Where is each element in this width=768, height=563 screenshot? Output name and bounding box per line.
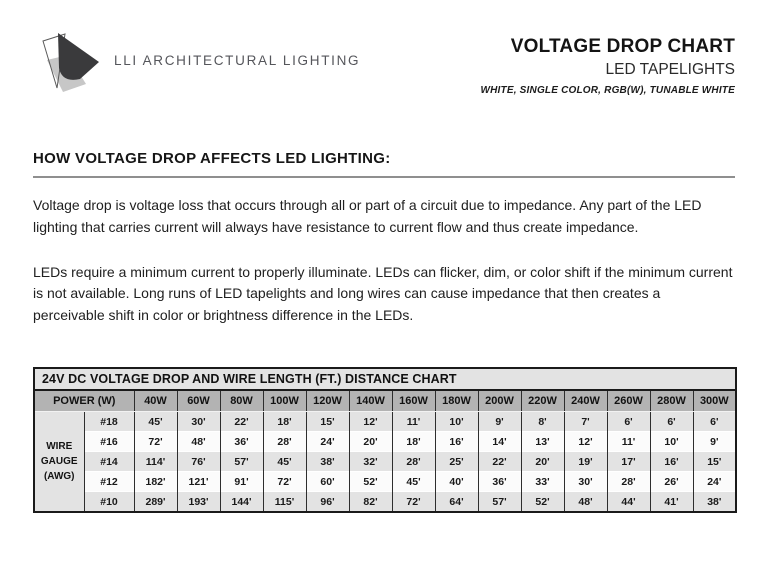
distance-cell: 72' — [392, 492, 435, 513]
distance-cell: 20' — [521, 452, 564, 472]
section-heading: HOW VOLTAGE DROP AFFECTS LED LIGHTING: — [33, 150, 735, 178]
table-row-gauge-18 — [34, 412, 736, 432]
distance-cell: 24' — [693, 472, 736, 492]
distance-cell: 16' — [650, 452, 693, 472]
distance-cell: 30' — [177, 412, 220, 432]
distance-cell: 36' — [220, 432, 263, 452]
distance-cell: 96' — [306, 492, 349, 513]
paragraph-impedance: Voltage drop is voltage loss that occurs through all or part of a circuit due to impedance. Any part of the LED lighting that carries current will always have resistance to current flow and thus create impedance. — [33, 197, 702, 235]
brand — [33, 30, 360, 96]
distance-cell: 6' — [650, 412, 693, 432]
distance-cell: 10' — [650, 432, 693, 452]
distance-cell: 52' — [349, 472, 392, 492]
distance-cell: 57' — [478, 492, 521, 513]
wire-gauge-cell: #10 — [84, 492, 134, 513]
column-header-220w: 220W — [521, 390, 564, 412]
distance-cell: 24' — [306, 432, 349, 452]
wire-gauge-cell: #16 — [84, 432, 134, 452]
distance-cell: 64' — [435, 492, 478, 513]
table-header-row — [34, 390, 736, 412]
table-row-gauge-16 — [34, 432, 736, 452]
distance-cell: 32' — [349, 452, 392, 472]
distance-cell: 82' — [349, 492, 392, 513]
wire-gauge-cell: #14 — [84, 452, 134, 472]
column-header-280w: 280W — [650, 390, 693, 412]
distance-cell: 16' — [435, 432, 478, 452]
distance-cell: 11' — [392, 412, 435, 432]
brand-name: LLI ARCHITECTURAL LIGHTING — [114, 52, 361, 68]
distance-cell: 44' — [607, 492, 650, 513]
distance-cell: 36' — [478, 472, 521, 492]
table-row-gauge-12 — [34, 472, 736, 492]
distance-cell: 182' — [134, 472, 177, 492]
table-row-gauge-10 — [34, 492, 736, 513]
distance-cell: 26' — [650, 472, 693, 492]
distance-cell: 45' — [263, 452, 306, 472]
distance-cell: 28' — [607, 472, 650, 492]
distance-cell: 193' — [177, 492, 220, 513]
distance-cell: 28' — [392, 452, 435, 472]
column-header-60w: 60W — [177, 390, 220, 412]
column-header-power: POWER (W) — [34, 390, 134, 412]
distance-cell: 30' — [564, 472, 607, 492]
column-header-240w: 240W — [564, 390, 607, 412]
distance-cell: 7' — [564, 412, 607, 432]
distance-cell: 41' — [650, 492, 693, 513]
distance-cell: 72' — [263, 472, 306, 492]
distance-cell: 52' — [521, 492, 564, 513]
column-header-140w: 140W — [349, 390, 392, 412]
wire-gauge-cell: #18 — [84, 412, 134, 432]
distance-cell: 11' — [607, 432, 650, 452]
distance-cell: 15' — [306, 412, 349, 432]
distance-cell: 8' — [521, 412, 564, 432]
distance-cell: 40' — [435, 472, 478, 492]
column-header-40w: 40W — [134, 390, 177, 412]
distance-cell: 18' — [392, 432, 435, 452]
distance-cell: 12' — [349, 412, 392, 432]
distance-cell: 22' — [220, 412, 263, 432]
distance-cell: 9' — [693, 432, 736, 452]
distance-cell: 18' — [263, 412, 306, 432]
distance-cell: 10' — [435, 412, 478, 432]
column-header-300w: 300W — [693, 390, 736, 412]
distance-cell: 144' — [220, 492, 263, 513]
distance-cell: 91' — [220, 472, 263, 492]
distance-cell: 38' — [306, 452, 349, 472]
distance-cell: 6' — [607, 412, 650, 432]
paragraph-minimum-current: LEDs require a minimum current to properly illuminate. LEDs can flicker, dim, or color shift if the minimum current is not available. Long runs of LED tapelights and long wires can cause impedance that then creates a perceivable shift in color or brightness difference in the LEDs. — [33, 263, 733, 324]
title-block — [481, 30, 736, 96]
column-header-100w: 100W — [263, 390, 306, 412]
distance-cell: 57' — [220, 452, 263, 472]
table-title: 24V DC VOLTAGE DROP AND WIRE LENGTH (FT.) DISTANCE CHART — [34, 368, 736, 390]
distance-cell: 121' — [177, 472, 220, 492]
column-header-120w: 120W — [306, 390, 349, 412]
distance-cell: 17' — [607, 452, 650, 472]
table-row-gauge-14 — [34, 452, 736, 472]
wire-gauge-cell: #12 — [84, 472, 134, 492]
distance-cell: 45' — [392, 472, 435, 492]
header — [33, 30, 735, 108]
distance-cell: 28' — [263, 432, 306, 452]
distance-cell: 48' — [177, 432, 220, 452]
distance-cell: 6' — [693, 412, 736, 432]
distance-cell: 22' — [478, 452, 521, 472]
distance-cell: 60' — [306, 472, 349, 492]
distance-cell: 15' — [693, 452, 736, 472]
distance-cell: 289' — [134, 492, 177, 513]
distance-cell: 14' — [478, 432, 521, 452]
voltage-drop-table — [33, 367, 737, 513]
distance-cell: 9' — [478, 412, 521, 432]
page-subtitle: LED TAPELIGHTS — [605, 60, 735, 78]
distance-cell: 38' — [693, 492, 736, 513]
distance-cell: 25' — [435, 452, 478, 472]
distance-cell: 12' — [564, 432, 607, 452]
table-title-row — [34, 368, 736, 390]
distance-cell: 72' — [134, 432, 177, 452]
lli-logo-icon — [33, 30, 105, 96]
row-group-label: WIRE GAUGE (AWG) — [34, 412, 84, 513]
distance-cell: 115' — [263, 492, 306, 513]
column-header-180w: 180W — [435, 390, 478, 412]
distance-cell: 33' — [521, 472, 564, 492]
voltage-drop-section — [33, 150, 735, 327]
distance-cell: 48' — [564, 492, 607, 513]
distance-cell: 19' — [564, 452, 607, 472]
column-header-160w: 160W — [392, 390, 435, 412]
page-tagline: WHITE, SINGLE COLOR, RGB(W), TUNABLE WHITE — [480, 85, 735, 97]
distance-cell: 114' — [134, 452, 177, 472]
column-header-200w: 200W — [478, 390, 521, 412]
distance-cell: 76' — [177, 452, 220, 472]
distance-cell: 13' — [521, 432, 564, 452]
page-title: VOLTAGE DROP CHART — [510, 36, 735, 57]
distance-cell: 45' — [134, 412, 177, 432]
column-header-80w: 80W — [220, 390, 263, 412]
column-header-260w: 260W — [607, 390, 650, 412]
distance-cell: 20' — [349, 432, 392, 452]
